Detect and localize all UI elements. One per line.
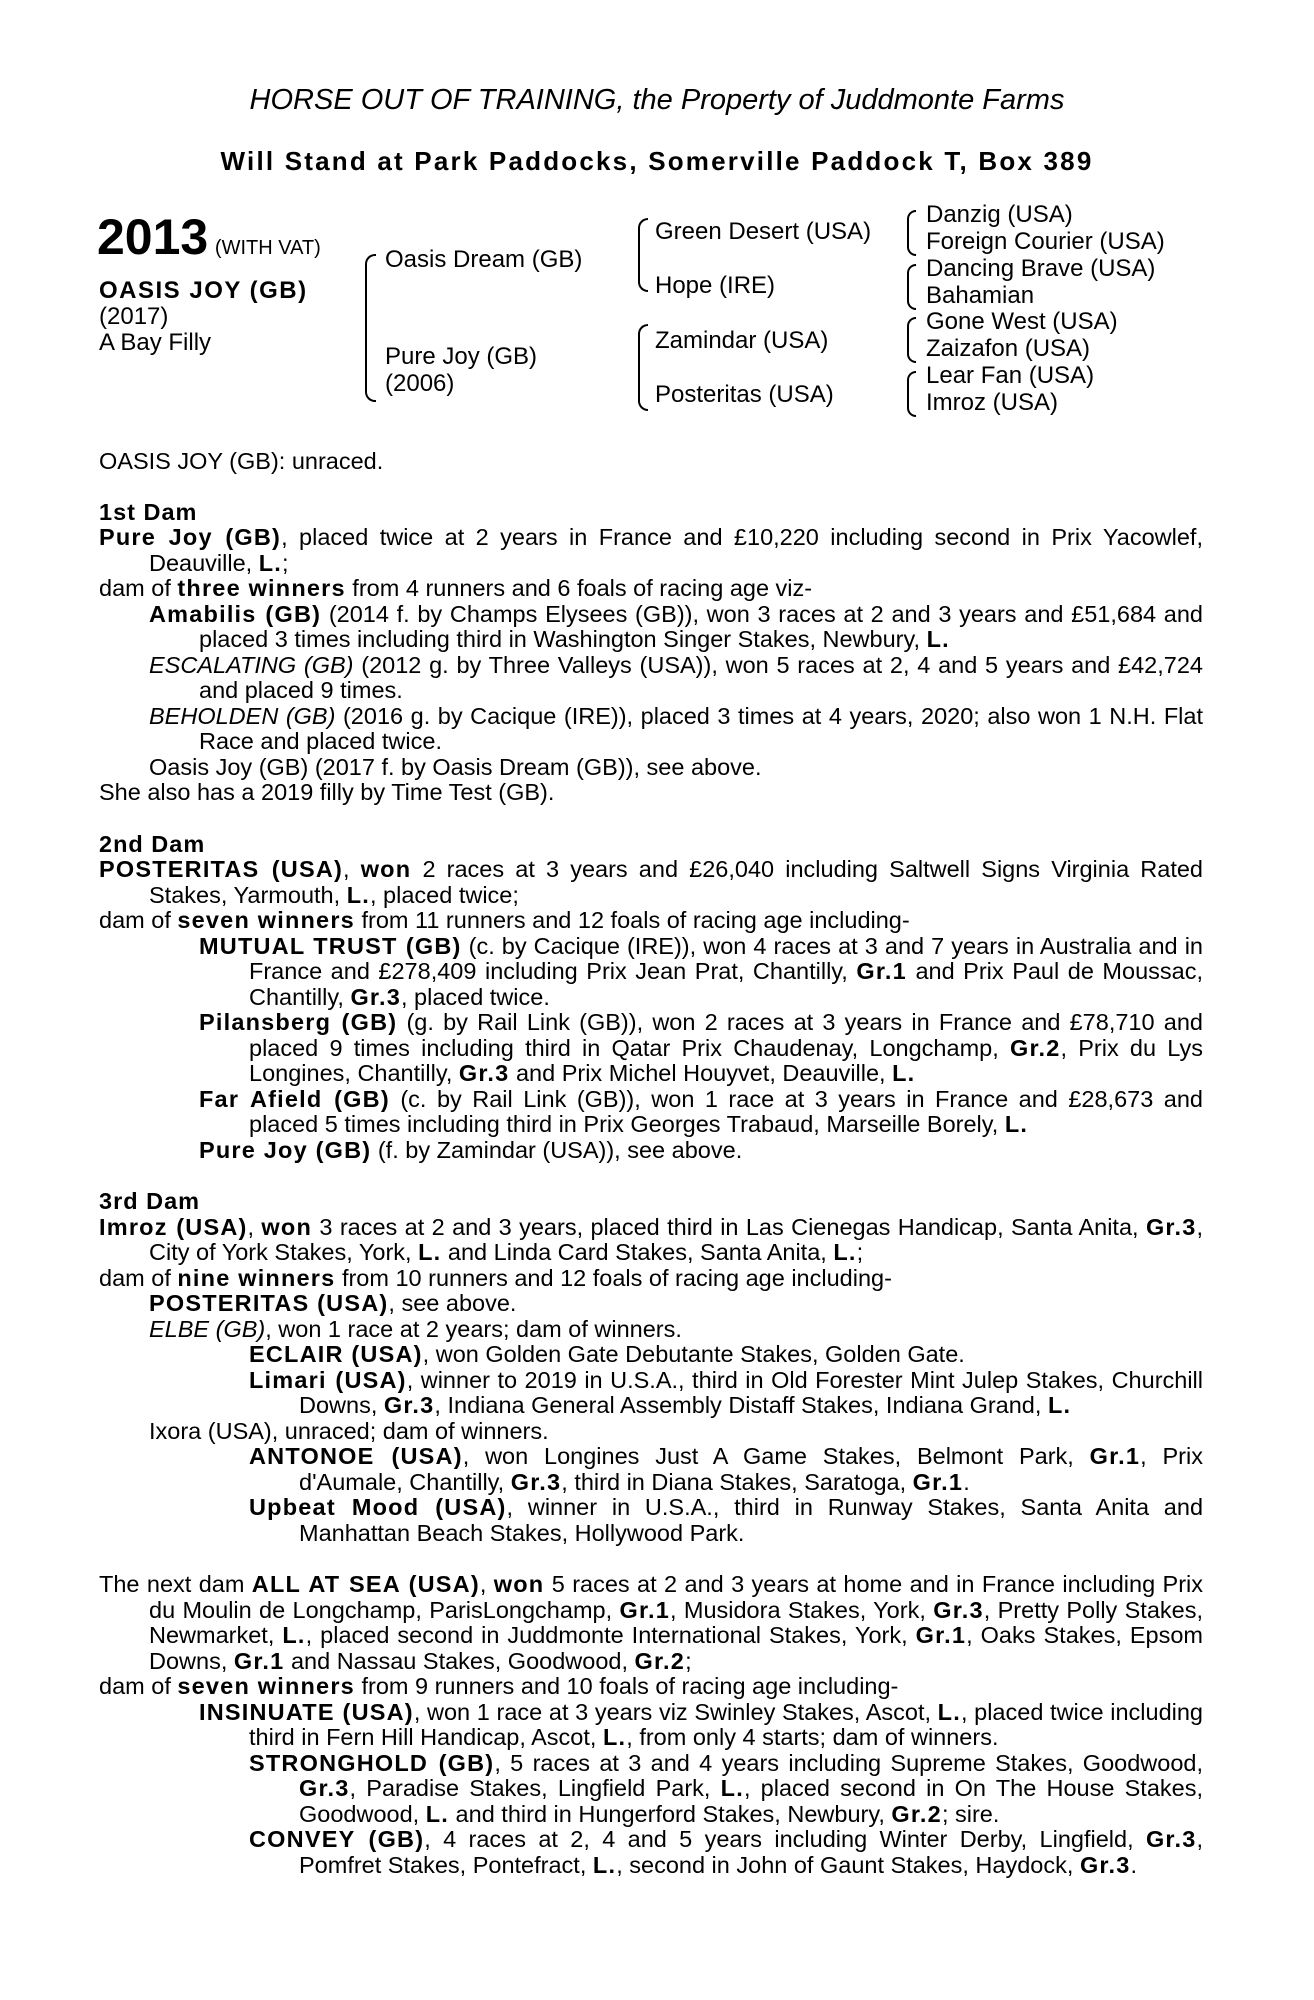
pedigree-dam-year: (2006) <box>385 370 455 397</box>
produce-entry: Amabilis (GB) (2014 f. by Champs Elysees (GB)), won 3 races at 2 and 3 years and £51,684 and placed 3 times including third in Washington Singer Stakes, Newbury, L. <box>149 600 1203 652</box>
horse-description: A Bay Filly <box>99 329 212 356</box>
grand-produce-entry: CONVEY (GB), 4 races at 2, 4 and 5 years including Winter Derby, Lingfield, Gr.3, Pomfret Stakes, Pontefract, L., second in John of Gaunt Stakes, Haydock, Gr.3. <box>249 1826 1203 1878</box>
produce-entry: POSTERITAS (USA), see above. <box>149 1290 517 1316</box>
produce-entry: Oasis Joy (GB) (2017 f. by Oasis Dream (GB)), see above. <box>149 753 762 780</box>
produce-entry: Ixora (USA), unraced; dam of winners. <box>149 1417 549 1444</box>
grandsire-dam: Hope (IRE) <box>655 272 776 299</box>
third-dam-produce-summary: dam of nine winners from 10 runners and 12 foals of racing age including- <box>99 1264 892 1291</box>
catalogue-body <box>99 449 1203 1878</box>
lot-number: 2013 <box>97 209 209 265</box>
lot-number-line <box>97 210 321 264</box>
third-dam-record: Imroz (USA), won 3 races at 2 and 3 years, placed third in Las Cienegas Handicap, Santa Anita, Gr.3, City of York Stakes, York, L. and Linda Card Stakes, Santa Anita, L.; <box>99 1213 1203 1265</box>
grand-produce-entry: ANTONOE (USA), won Longines Just A Game Stakes, Belmont Park, Gr.1, Prix d'Aumale, Chantilly, Gr.3, third in Diana Stakes, Saratoga, Gr.1. <box>249 1443 1203 1495</box>
third-dam-name: Imroz (USA) <box>99 1213 248 1240</box>
ggp-bracket-1 <box>907 210 916 256</box>
grand-produce-entry: ECLAIR (USA), won Golden Gate Debutante Stakes, Golden Gate. <box>249 1341 965 1367</box>
pedigree-dam: Pure Joy (GB) <box>385 343 538 370</box>
second-dam-produce-summary: dam of seven winners from 11 runners and 12 foals of racing age including- <box>99 907 910 933</box>
pedigree-block <box>0 196 1314 436</box>
ggp-2: Foreign Courier (USA) <box>926 228 1165 255</box>
second-dam-heading: 2nd Dam <box>99 830 206 857</box>
next-dam-produce-summary: dam of seven winners from 9 runners and 10 foals of racing age including- <box>99 1673 899 1699</box>
race-summary: OASIS JOY (GB): unraced. <box>99 448 384 474</box>
sire-dam-bracket <box>365 254 376 402</box>
next-dam-name: ALL AT SEA (USA) <box>251 1571 480 1597</box>
produce-entry: Pure Joy (GB) (f. by Zamindar (USA)), see above. <box>199 1136 743 1163</box>
produce-entry: MUTUAL TRUST (GB) (c. by Cacique (IRE)), won 4 races at 3 and 7 years in Australia and in France and £278,409 including Prix Jean Prat, Chantilly, Gr.1 and Prix Paul de Moussac, Chantilly, Gr.3, placed twice. <box>199 932 1203 1010</box>
ggp-bracket-2 <box>907 264 916 310</box>
first-dam-record: Pure Joy (GB), placed twice at 2 years in France and £10,220 including second in Prix Yacowlef, Deauville, L.; <box>99 524 1203 576</box>
produce-entry: BEHOLDEN (GB) (2016 g. by Cacique (IRE)), placed 3 times at 4 years, 2020; also won 1 N.H. Flat Race and placed twice. <box>149 702 1203 754</box>
grand-produce-entry: Limari (USA), winner to 2019 in U.S.A., third in Old Forester Mint Julep Stakes, Churchill Downs, Gr.3, Indiana General Assembly Distaff Stakes, Indiana Grand, L. <box>249 1366 1203 1418</box>
ggp-7: Lear Fan (USA) <box>926 362 1095 389</box>
ggp-4: Bahamian <box>926 282 1035 309</box>
page-title: HORSE OUT OF TRAINING, the Property of Juddmonte Farms <box>249 84 1065 116</box>
first-dam-produce-summary: dam of three winners from 4 runners and 6 foals of racing age viz- <box>99 575 813 601</box>
sire-side-bracket <box>638 218 648 292</box>
grandsire-sire: Green Desert (USA) <box>655 218 872 245</box>
produce-note: She also has a 2019 filly by Time Test (GB). <box>99 779 555 805</box>
second-dam-name: POSTERITAS (USA) <box>99 856 344 882</box>
grand-produce-entry: STRONGHOLD (GB), 5 races at 3 and 4 years including Supreme Stakes, Goodwood, Gr.3, Paradise Stakes, Lingfield Park, L., placed second in On The House Stakes, Goodwood, L. and third in Hungerford Stakes, Newbury, Gr.2; sire. <box>249 1749 1203 1827</box>
ggp-bracket-4 <box>907 371 916 417</box>
next-dam-record: The next dam ALL AT SEA (USA), won 5 races at 2 and 3 years at home and in France including Prix du Moulin de Longchamp, ParisLongchamp, Gr.1, Musidora Stakes, York, Gr.3, Pretty Polly Stakes, Newmarket, L., placed second in Juddmonte International Stakes, York, Gr.1, Oaks Stakes, Epsom Downs, Gr.1 and Nassau Stakes, Goodwood, Gr.2; <box>99 1571 1204 1674</box>
ggp-1: Danzig (USA) <box>926 201 1073 228</box>
page-subtitle: Will Stand at Park Paddocks, Somerville Paddock T, Box 389 <box>220 146 1094 176</box>
ggp-3: Dancing Brave (USA) <box>926 255 1156 282</box>
produce-entry: ELBE (GB), won 1 race at 2 years; dam of winners. <box>149 1315 682 1342</box>
horse-name: OASIS JOY (GB) <box>99 277 308 304</box>
ggp-8: Imroz (USA) <box>926 389 1058 416</box>
granddam-sire: Zamindar (USA) <box>655 327 829 354</box>
first-dam-name: Pure Joy (GB) <box>99 524 282 550</box>
pedigree-sire: Oasis Dream (GB) <box>385 246 583 273</box>
third-dam-heading: 3rd Dam <box>99 1188 201 1214</box>
produce-entry: ESCALATING (GB) (2012 g. by Three Valleys (USA)), won 5 races at 2, 4 and 5 years and £42,724 and placed 9 times. <box>149 651 1203 703</box>
granddam-dam: Posteritas (USA) <box>655 381 834 408</box>
produce-entry: Pilansberg (GB) (g. by Rail Link (GB)), won 2 races at 3 years in France and £78,710 and placed 9 times including third in Qatar Prix Chaudenay, Longchamp, Gr.2, Prix du Lys Longines, Chantilly, Gr.3 and Prix Michel Houyvet, Deauville, L. <box>199 1009 1203 1086</box>
horse-foaled: (2017) <box>99 303 169 330</box>
ggp-5: Gone West (USA) <box>926 308 1118 335</box>
first-dam-heading: 1st Dam <box>99 498 198 525</box>
second-dam-record: POSTERITAS (USA), won 2 races at 3 years and £26,040 including Saltwell Signs Virginia Rated Stakes, Yarmouth, L., placed twice; <box>99 856 1203 908</box>
ggp-bracket-3 <box>907 317 916 363</box>
produce-entry: INSINUATE (USA), won 1 race at 3 years viz Swinley Stakes, Ascot, L., placed twice including third in Fern Hill Handicap, Ascot, L., from only 4 starts; dam of winners. <box>199 1698 1203 1750</box>
dam-side-bracket <box>638 324 648 411</box>
grand-produce-entry: Upbeat Mood (USA), winner in U.S.A., third in Runway Stakes, Santa Anita and Manhattan Beach Stakes, Hollywood Park. <box>249 1494 1204 1546</box>
produce-entry: Far Afield (GB) (c. by Rail Link (GB)), won 1 race at 3 years in France and £28,673 and placed 5 times including third in Prix Georges Trabaud, Marseille Borely, L. <box>199 1085 1203 1137</box>
ggp-6: Zaizafon (USA) <box>926 335 1091 362</box>
vat-note: (WITH VAT) <box>214 237 321 259</box>
